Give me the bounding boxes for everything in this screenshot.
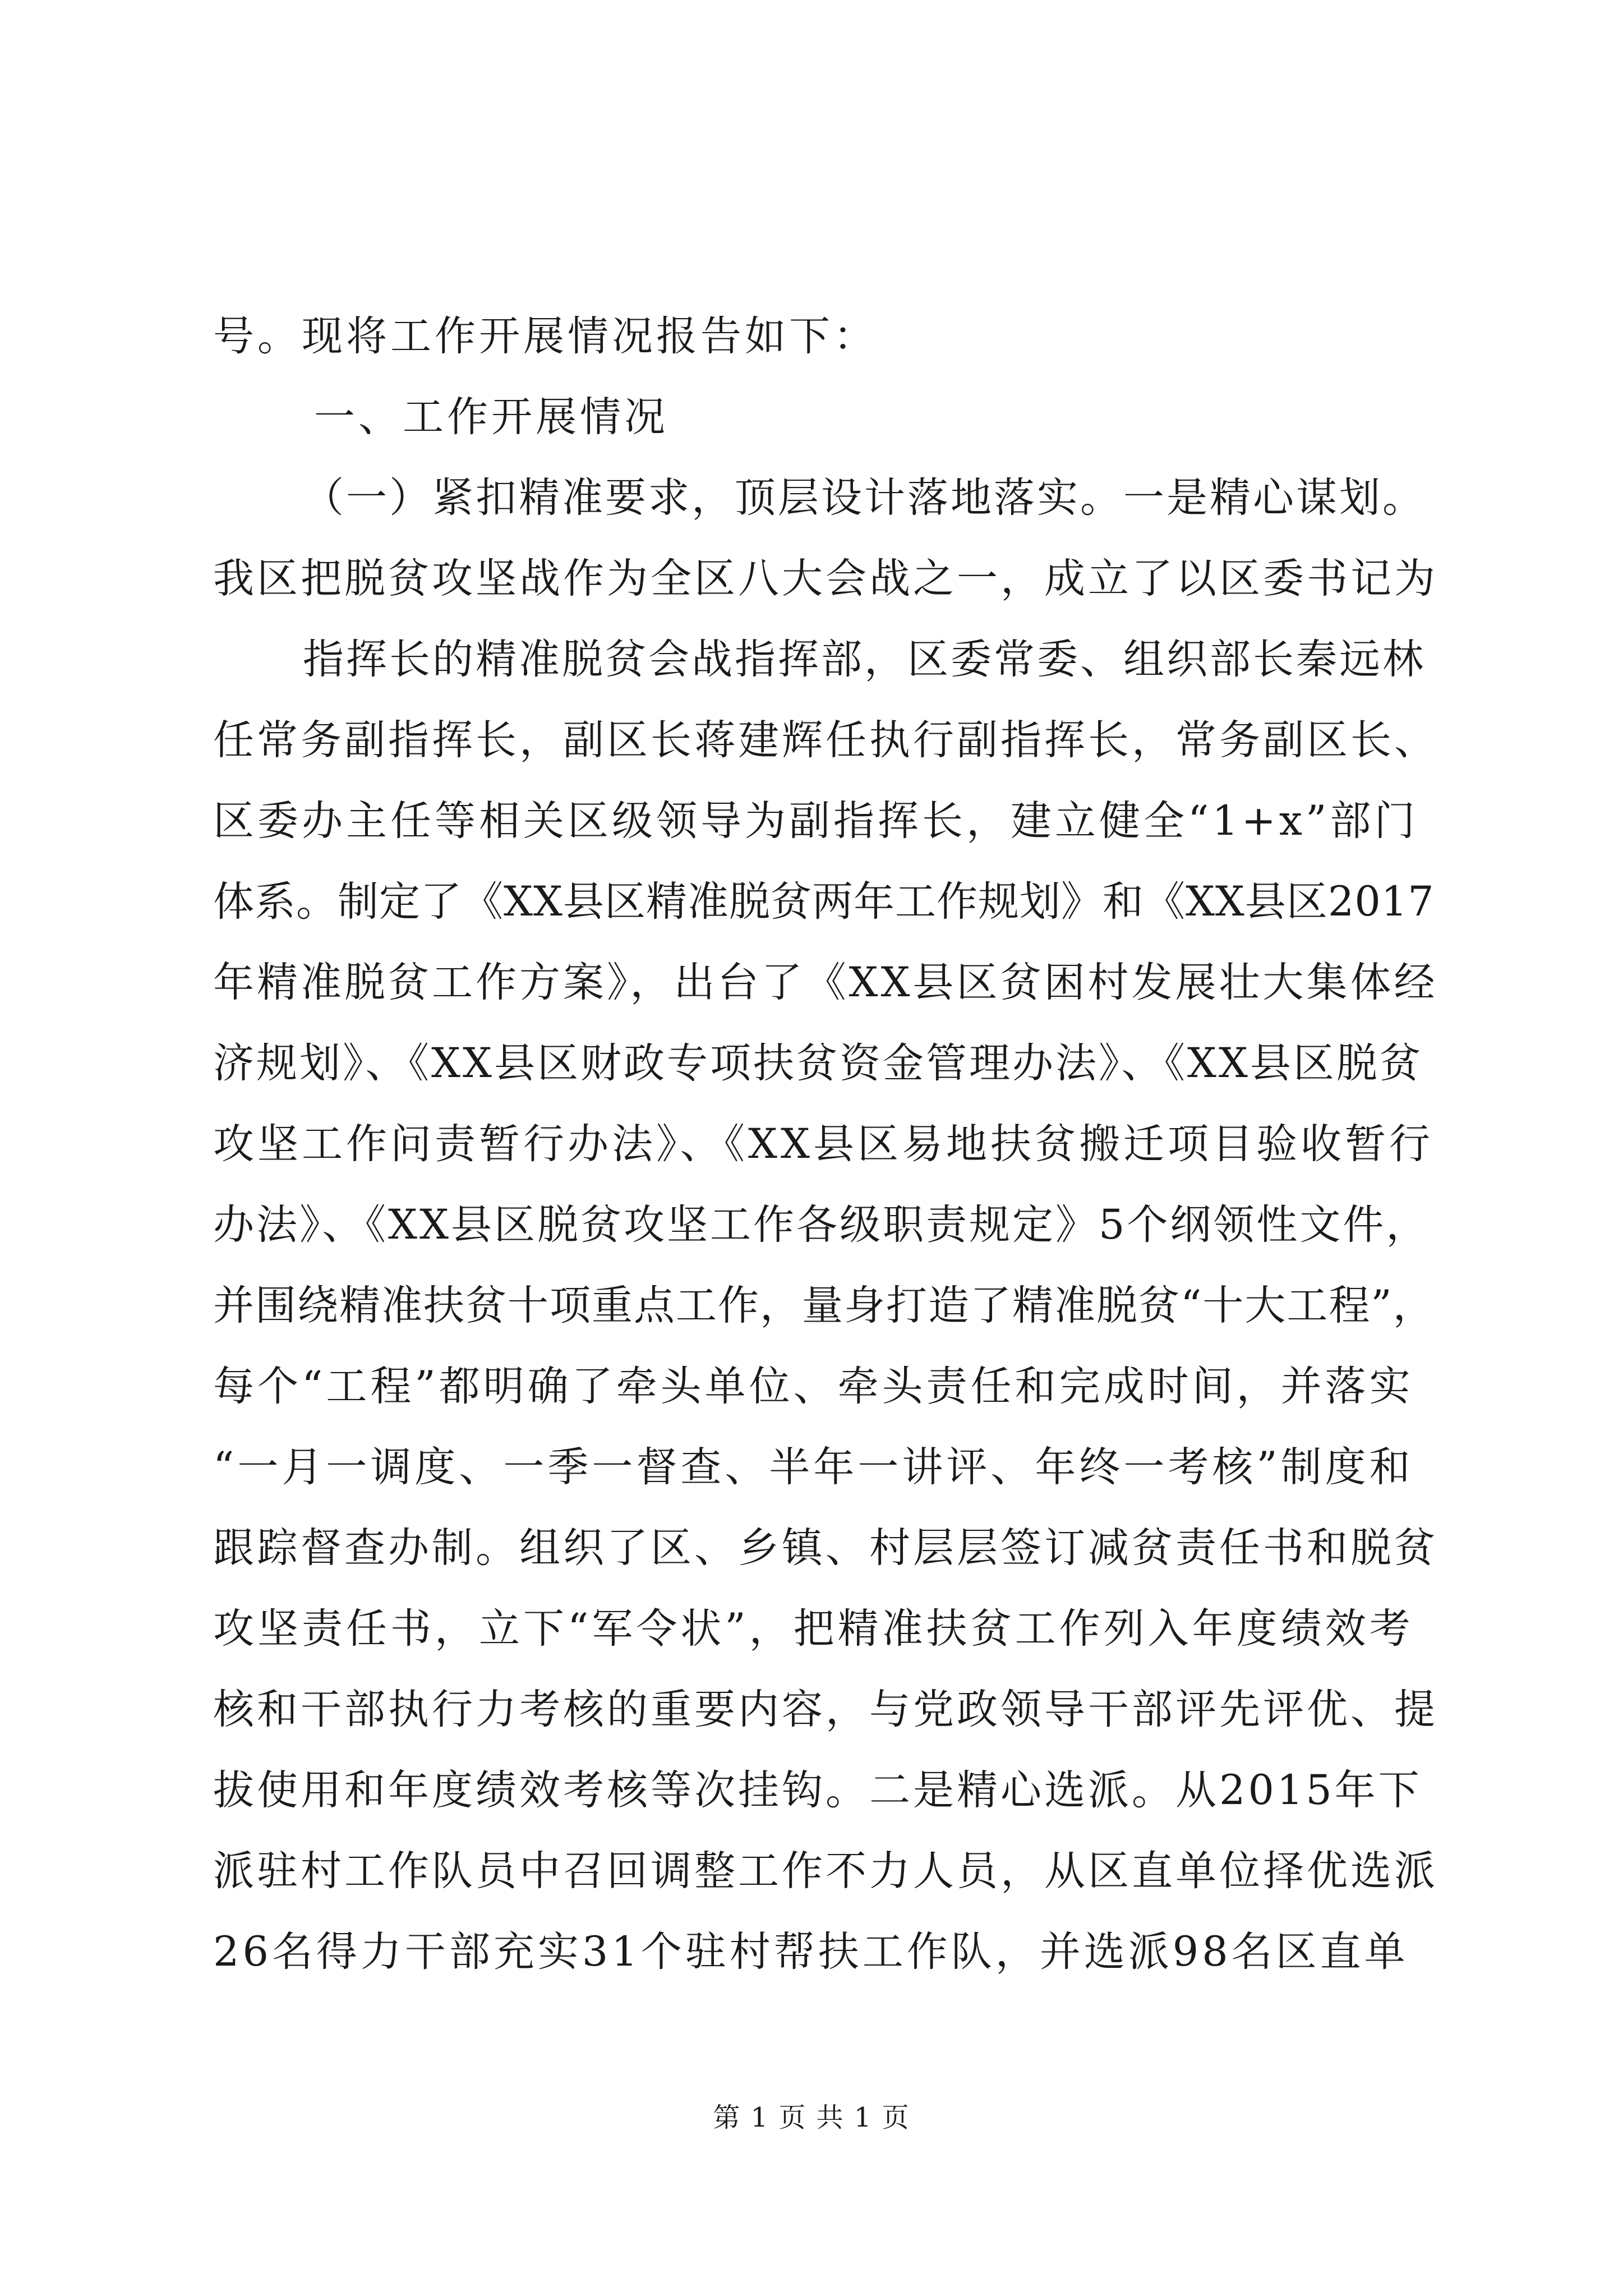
- text-line-1: 号。现将工作开展情况报告如下：: [213, 312, 878, 360]
- text-line-17: 攻坚责任书，立下“军令状”，把精准扶贫工作列入年度绩效考: [213, 1605, 1414, 1653]
- subsection-heading: （一）紧扣精准要求，顶层设计落地落实。一是精心谋划。: [303, 474, 1426, 522]
- text-line-10: 济规划》、《XX县区财政专项扶贫资金管理办法》、《XX县区脱贫: [213, 1039, 1423, 1087]
- text-line-21: 26名得力干部充实31个驻村帮扶工作队，并选派98名区直单: [213, 1928, 1409, 1976]
- text-line-4: 我区把脱贫攻坚战作为全区八大会战之一，成立了以区委书记为: [213, 555, 1438, 602]
- text-line-20: 派驻村工作队员中召回调整工作不力人员，从区直单位择优选派: [213, 1847, 1438, 1895]
- text-line-5: 指挥长的精准脱贫会战指挥部，区委常委、组织部长秦远林: [303, 636, 1426, 683]
- text-line-6: 任常务副指挥长，副区长蒋建辉任执行副指挥长，常务副区长、: [213, 716, 1438, 764]
- text-line-11: 攻坚工作问责暂行办法》、《XX县区易地扶贫搬迁项目验收暂行: [213, 1120, 1433, 1168]
- text-line-9: 年精准脱贫工作方案》，出台了《XX县区贫困村发展壮大集体经: [213, 959, 1438, 1006]
- text-line-7: 区委办主任等相关区级领导为副指挥长，建立健全“1+x”部门: [213, 797, 1419, 845]
- text-line-14: 每个“工程”都明确了牵头单位、牵头责任和完成时间，并落实: [213, 1363, 1414, 1410]
- text-line-13: 并围绕精准扶贫十项重点工作，量身打造了精准脱贫“十大工程”，: [213, 1282, 1435, 1329]
- section-heading: 一、工作开展情况: [314, 393, 668, 441]
- page-footer: 第 1 页 共 1 页: [713, 2102, 910, 2133]
- text-line-8: 体系。制定了《XX县区精准脱贫两年工作规划》和《XX县区2017: [213, 878, 1435, 926]
- text-line-15: “一月一调度、一季一督查、半年一讲评、年终一考核”制度和: [213, 1443, 1414, 1491]
- text-line-19: 拔使用和年度绩效考核等次挂钩。二是精心选派。从2015年下: [213, 1766, 1422, 1814]
- text-line-12: 办法》、《XX县区脱贫攻坚工作各级职责规定》5个纲领性文件，: [213, 1201, 1430, 1249]
- text-line-16: 跟踪督查办制。组织了区、乡镇、村层层签订减贫责任书和脱贫: [213, 1524, 1438, 1572]
- text-line-18: 核和干部执行力考核的重要内容，与党政领导干部评先评优、提: [213, 1686, 1438, 1733]
